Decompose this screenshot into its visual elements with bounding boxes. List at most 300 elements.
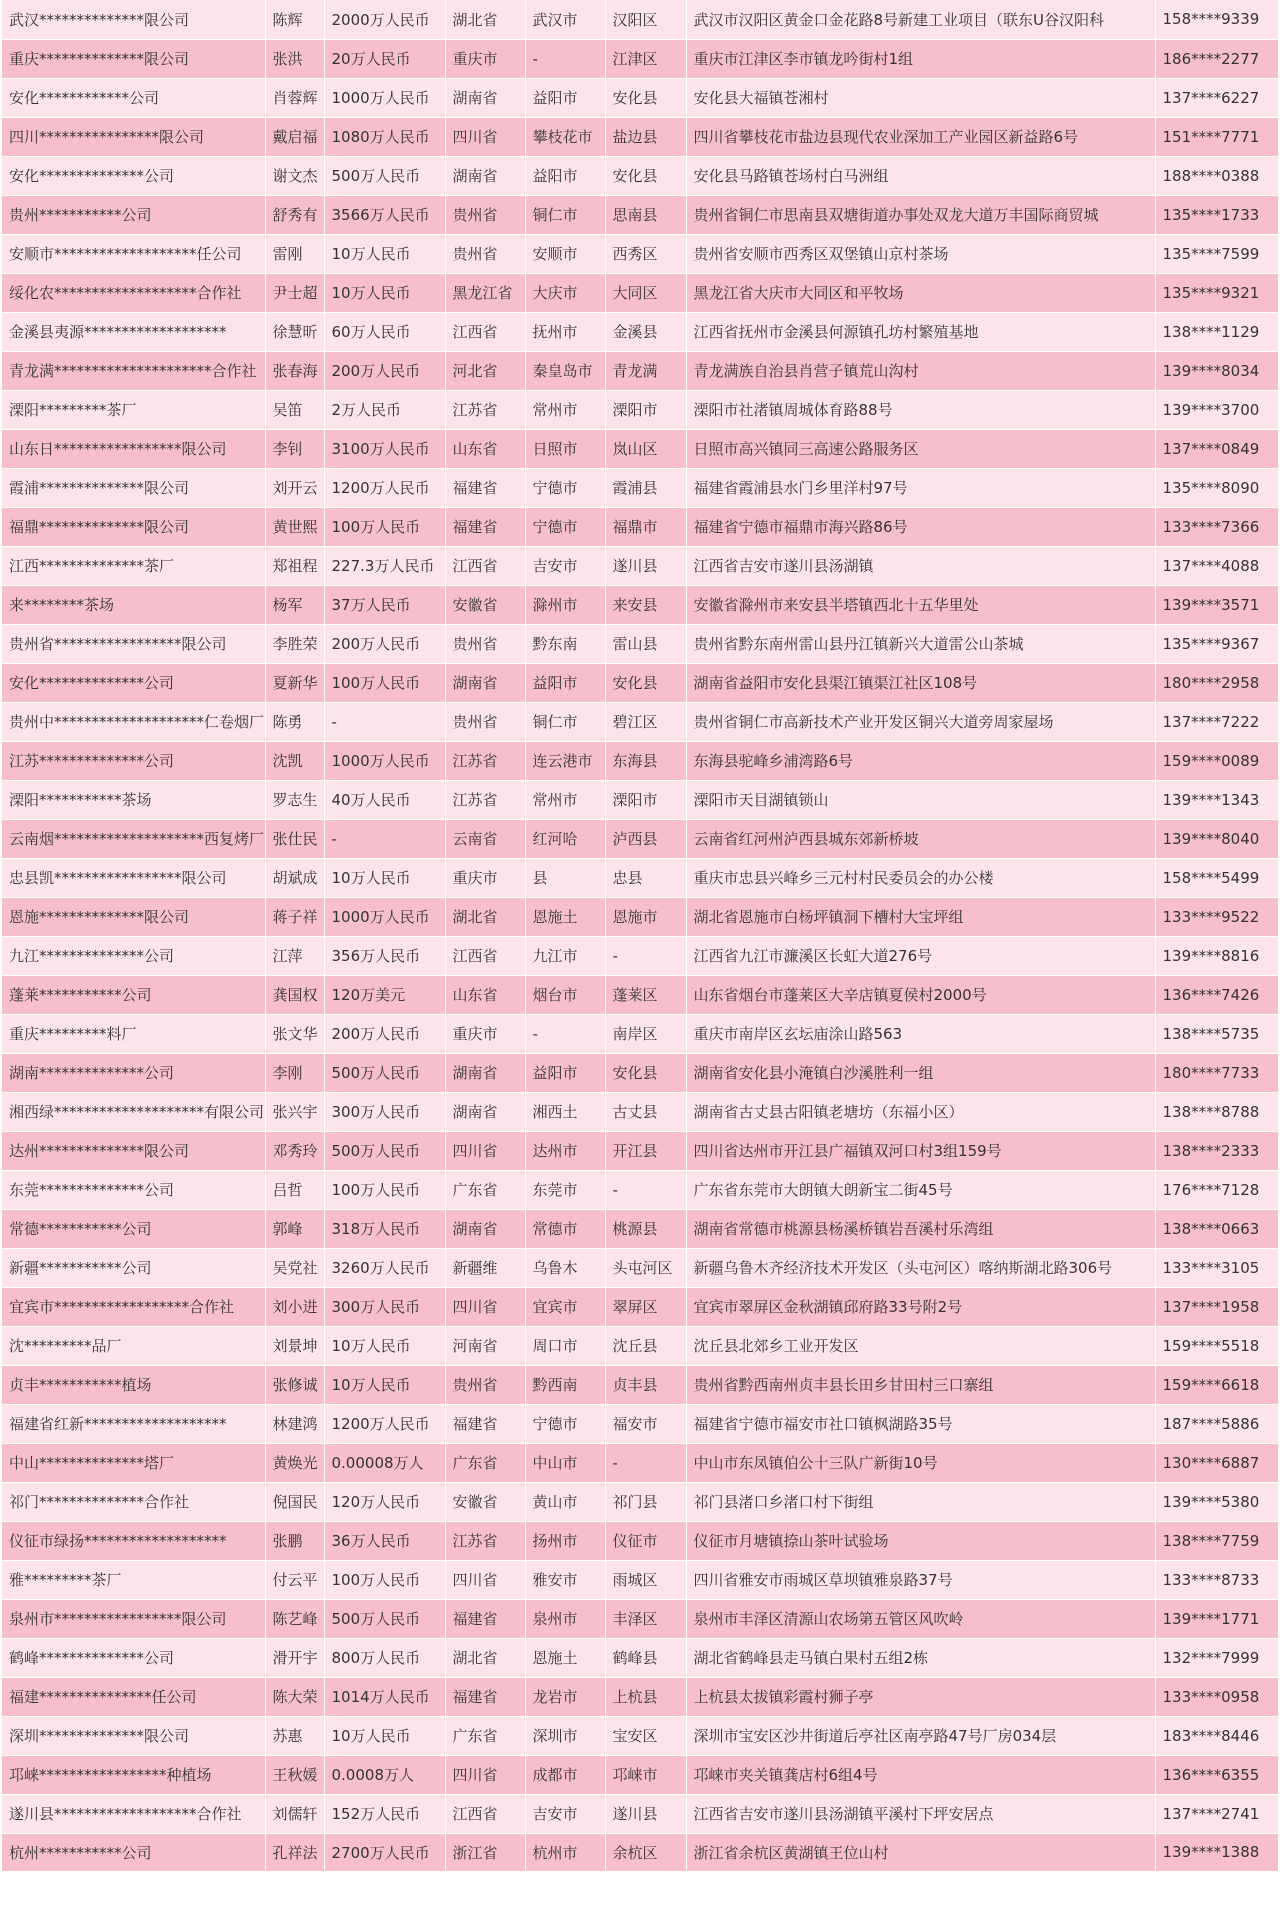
company-table xyxy=(2,0,1279,1872)
table-row xyxy=(2,1170,1278,1209)
registered-capital-cell: 40万人民币 xyxy=(324,780,445,819)
city-cell: 中山市 xyxy=(525,1443,605,1482)
district-cell: 汉阳区 xyxy=(605,0,686,39)
registered-capital-cell: 800万人民币 xyxy=(324,1638,445,1677)
company-name-cell: 重庆*********料厂 xyxy=(2,1014,265,1053)
legal-rep-cell: 黄焕光 xyxy=(265,1443,324,1482)
district-cell: 头屯河区 xyxy=(605,1248,686,1287)
registered-capital-cell: 0.0008万人 xyxy=(324,1755,445,1794)
province-cell: 湖南省 xyxy=(445,663,525,702)
address-cell: 青龙满族自治县肖营子镇荒山沟村 xyxy=(686,351,1155,390)
table-row xyxy=(2,117,1278,156)
district-cell: 安化县 xyxy=(605,156,686,195)
address-cell: 贵州省安顺市西秀区双堡镇山京村茶场 xyxy=(686,234,1155,273)
province-cell: 云南省 xyxy=(445,819,525,858)
address-cell: 福建省宁德市福鼎市海兴路86号 xyxy=(686,507,1155,546)
registered-capital-cell: 60万人民币 xyxy=(324,312,445,351)
address-cell: 重庆市南岸区玄坛庙涂山路563 xyxy=(686,1014,1155,1053)
legal-rep-cell: 张兴宇 xyxy=(265,1092,324,1131)
company-name-cell: 贵州***********公司 xyxy=(2,195,265,234)
phone-cell: 138****8788 xyxy=(1155,1092,1278,1131)
registered-capital-cell: 500万人民币 xyxy=(324,156,445,195)
registered-capital-cell: 36万人民币 xyxy=(324,1521,445,1560)
phone-cell: 139****3571 xyxy=(1155,585,1278,624)
legal-rep-cell: 夏新华 xyxy=(265,663,324,702)
district-cell: 盐边县 xyxy=(605,117,686,156)
city-cell: 红河哈 xyxy=(525,819,605,858)
legal-rep-cell: 沈凯 xyxy=(265,741,324,780)
province-cell: 山东省 xyxy=(445,429,525,468)
legal-rep-cell: 肖蓉辉 xyxy=(265,78,324,117)
district-cell: 来安县 xyxy=(605,585,686,624)
company-name-cell: 来********茶场 xyxy=(2,585,265,624)
city-cell: 雅安市 xyxy=(525,1560,605,1599)
table-row xyxy=(2,507,1278,546)
table-row xyxy=(2,663,1278,702)
city-cell: 益阳市 xyxy=(525,1053,605,1092)
address-cell: 湖北省恩施市白杨坪镇洞下槽村大宝坪组 xyxy=(686,897,1155,936)
company-name-cell: 达州**************限公司 xyxy=(2,1131,265,1170)
district-cell: 溧阳市 xyxy=(605,390,686,429)
registered-capital-cell: 500万人民币 xyxy=(324,1053,445,1092)
registered-capital-cell: 200万人民币 xyxy=(324,624,445,663)
address-cell: 江西省吉安市遂川县汤湖镇 xyxy=(686,546,1155,585)
company-name-cell: 祁门**************合作社 xyxy=(2,1482,265,1521)
company-name-cell: 溧阳*********茶厂 xyxy=(2,390,265,429)
district-cell: 福安市 xyxy=(605,1404,686,1443)
city-cell: 周口市 xyxy=(525,1326,605,1365)
city-cell: 烟台市 xyxy=(525,975,605,1014)
city-cell: - xyxy=(525,39,605,78)
district-cell: 安化县 xyxy=(605,78,686,117)
registered-capital-cell: 200万人民币 xyxy=(324,1014,445,1053)
registered-capital-cell: 500万人民币 xyxy=(324,1599,445,1638)
registered-capital-cell: 300万人民币 xyxy=(324,1092,445,1131)
table-row xyxy=(2,1677,1278,1716)
legal-rep-cell: 罗志生 xyxy=(265,780,324,819)
city-cell: 大庆市 xyxy=(525,273,605,312)
legal-rep-cell: 徐慧昕 xyxy=(265,312,324,351)
address-cell: 重庆市忠县兴峰乡三元村村民委员会的办公楼 xyxy=(686,858,1155,897)
phone-cell: 132****7999 xyxy=(1155,1638,1278,1677)
city-cell: 九江市 xyxy=(525,936,605,975)
phone-cell: 183****8446 xyxy=(1155,1716,1278,1755)
district-cell: 宝安区 xyxy=(605,1716,686,1755)
province-cell: 四川省 xyxy=(445,1560,525,1599)
table-row xyxy=(2,1638,1278,1677)
company-name-cell: 山东日*****************限公司 xyxy=(2,429,265,468)
province-cell: 安徽省 xyxy=(445,585,525,624)
province-cell: 贵州省 xyxy=(445,702,525,741)
registered-capital-cell: 100万人民币 xyxy=(324,1170,445,1209)
table-row xyxy=(2,546,1278,585)
district-cell: 霞浦县 xyxy=(605,468,686,507)
registered-capital-cell: 1200万人民币 xyxy=(324,1404,445,1443)
district-cell: - xyxy=(605,1170,686,1209)
phone-cell: 137****6227 xyxy=(1155,78,1278,117)
company-name-cell: 四川****************限公司 xyxy=(2,117,265,156)
phone-cell: 186****2277 xyxy=(1155,39,1278,78)
table-row xyxy=(2,1716,1278,1755)
company-name-cell: 江苏**************公司 xyxy=(2,741,265,780)
registered-capital-cell: 2000万人民币 xyxy=(324,0,445,39)
phone-cell: 159****0089 xyxy=(1155,741,1278,780)
city-cell: 常德市 xyxy=(525,1209,605,1248)
province-cell: 安徽省 xyxy=(445,1482,525,1521)
registered-capital-cell: 318万人民币 xyxy=(324,1209,445,1248)
province-cell: 湖南省 xyxy=(445,78,525,117)
province-cell: 福建省 xyxy=(445,507,525,546)
district-cell: - xyxy=(605,1443,686,1482)
legal-rep-cell: 刘小进 xyxy=(265,1287,324,1326)
registered-capital-cell: 1000万人民币 xyxy=(324,741,445,780)
phone-cell: 139****3700 xyxy=(1155,390,1278,429)
province-cell: 湖北省 xyxy=(445,1638,525,1677)
table-row xyxy=(2,702,1278,741)
company-name-cell: 杭州***********公司 xyxy=(2,1833,265,1871)
registered-capital-cell: 1000万人民币 xyxy=(324,78,445,117)
table-row xyxy=(2,1443,1278,1482)
address-cell: 武汉市汉阳区黄金口金花路8号新建工业项目（联东U谷汉阳科 xyxy=(686,0,1155,39)
city-cell: 龙岩市 xyxy=(525,1677,605,1716)
district-cell: 泸西县 xyxy=(605,819,686,858)
table-row xyxy=(2,780,1278,819)
city-cell: 东莞市 xyxy=(525,1170,605,1209)
address-cell: 浙江省余杭区黄湖镇王位山村 xyxy=(686,1833,1155,1871)
address-cell: 江西省吉安市遂川县汤湖镇平溪村下坪安居点 xyxy=(686,1794,1155,1833)
phone-cell: 139****1388 xyxy=(1155,1833,1278,1871)
registered-capital-cell: 227.3万人民币 xyxy=(324,546,445,585)
table-row xyxy=(2,78,1278,117)
legal-rep-cell: 倪国民 xyxy=(265,1482,324,1521)
table-row xyxy=(2,1404,1278,1443)
company-name-cell: 霞浦**************限公司 xyxy=(2,468,265,507)
district-cell: 邛崃市 xyxy=(605,1755,686,1794)
table-row xyxy=(2,1755,1278,1794)
phone-cell: 133****8733 xyxy=(1155,1560,1278,1599)
phone-cell: 180****2958 xyxy=(1155,663,1278,702)
table-row xyxy=(2,1014,1278,1053)
phone-cell: 139****8816 xyxy=(1155,936,1278,975)
address-cell: 新疆乌鲁木齐经济技术开发区（头屯河区）喀纳斯湖北路306号 xyxy=(686,1248,1155,1287)
legal-rep-cell: 戴启福 xyxy=(265,117,324,156)
province-cell: 福建省 xyxy=(445,468,525,507)
phone-cell: 138****7759 xyxy=(1155,1521,1278,1560)
company-name-cell: 雅*********茶厂 xyxy=(2,1560,265,1599)
district-cell: 思南县 xyxy=(605,195,686,234)
legal-rep-cell: 江萍 xyxy=(265,936,324,975)
district-cell: 雨城区 xyxy=(605,1560,686,1599)
province-cell: 重庆市 xyxy=(445,39,525,78)
registered-capital-cell: 3566万人民币 xyxy=(324,195,445,234)
phone-cell: 133****9522 xyxy=(1155,897,1278,936)
province-cell: 重庆市 xyxy=(445,1014,525,1053)
province-cell: 湖南省 xyxy=(445,1053,525,1092)
registered-capital-cell: 10万人民币 xyxy=(324,273,445,312)
province-cell: 江苏省 xyxy=(445,1521,525,1560)
company-name-cell: 福建省红新******************* xyxy=(2,1404,265,1443)
district-cell: 大同区 xyxy=(605,273,686,312)
phone-cell: 138****0663 xyxy=(1155,1209,1278,1248)
district-cell: 金溪县 xyxy=(605,312,686,351)
company-name-cell: 沈*********品厂 xyxy=(2,1326,265,1365)
address-cell: 安化县马路镇苍场村白马洲组 xyxy=(686,156,1155,195)
registered-capital-cell: 1014万人民币 xyxy=(324,1677,445,1716)
phone-cell: 130****6887 xyxy=(1155,1443,1278,1482)
table-row xyxy=(2,1131,1278,1170)
table-row xyxy=(2,1560,1278,1599)
table-row xyxy=(2,312,1278,351)
table-row xyxy=(2,39,1278,78)
district-cell: - xyxy=(605,936,686,975)
legal-rep-cell: 刘开云 xyxy=(265,468,324,507)
province-cell: 山东省 xyxy=(445,975,525,1014)
phone-cell: 159****5518 xyxy=(1155,1326,1278,1365)
company-name-cell: 鹤峰**************公司 xyxy=(2,1638,265,1677)
company-name-cell: 泉州市*****************限公司 xyxy=(2,1599,265,1638)
province-cell: 贵州省 xyxy=(445,1365,525,1404)
registered-capital-cell: 1200万人民币 xyxy=(324,468,445,507)
table-row xyxy=(2,273,1278,312)
phone-cell: 139****8040 xyxy=(1155,819,1278,858)
province-cell: 四川省 xyxy=(445,1287,525,1326)
company-name-cell: 湘西绿********************有限公司 xyxy=(2,1092,265,1131)
table-row xyxy=(2,1833,1278,1871)
address-cell: 贵州省铜仁市思南县双塘街道办事处双龙大道万丰国际商贸城 xyxy=(686,195,1155,234)
province-cell: 广东省 xyxy=(445,1716,525,1755)
province-cell: 福建省 xyxy=(445,1677,525,1716)
city-cell: 黄山市 xyxy=(525,1482,605,1521)
address-cell: 四川省达州市开江县广福镇双河口村3组159号 xyxy=(686,1131,1155,1170)
address-cell: 贵州省黔西南州贞丰县长田乡甘田村三口寨组 xyxy=(686,1365,1155,1404)
phone-cell: 137****0849 xyxy=(1155,429,1278,468)
table-row xyxy=(2,624,1278,663)
district-cell: 沈丘县 xyxy=(605,1326,686,1365)
address-cell: 黑龙江省大庆市大同区和平牧场 xyxy=(686,273,1155,312)
district-cell: 遂川县 xyxy=(605,1794,686,1833)
legal-rep-cell: 郑祖程 xyxy=(265,546,324,585)
legal-rep-cell: 谢文杰 xyxy=(265,156,324,195)
company-name-cell: 绥化农*******************合作社 xyxy=(2,273,265,312)
city-cell: 安顺市 xyxy=(525,234,605,273)
address-cell: 上杭县太拔镇彩霞村狮子亭 xyxy=(686,1677,1155,1716)
legal-rep-cell: 吕哲 xyxy=(265,1170,324,1209)
district-cell: 仪征市 xyxy=(605,1521,686,1560)
address-cell: 日照市高兴镇同三高速公路服务区 xyxy=(686,429,1155,468)
district-cell: 翠屏区 xyxy=(605,1287,686,1326)
city-cell: 泉州市 xyxy=(525,1599,605,1638)
address-cell: 福建省霞浦县水门乡里洋村97号 xyxy=(686,468,1155,507)
district-cell: 丰泽区 xyxy=(605,1599,686,1638)
city-cell: 宁德市 xyxy=(525,507,605,546)
city-cell: 乌鲁木 xyxy=(525,1248,605,1287)
legal-rep-cell: 张仕民 xyxy=(265,819,324,858)
city-cell: 益阳市 xyxy=(525,156,605,195)
table-row xyxy=(2,429,1278,468)
district-cell: 忠县 xyxy=(605,858,686,897)
province-cell: 黑龙江省 xyxy=(445,273,525,312)
city-cell: 宁德市 xyxy=(525,468,605,507)
registered-capital-cell: 10万人民币 xyxy=(324,1326,445,1365)
table-row xyxy=(2,858,1278,897)
address-cell: 贵州省铜仁市高新技术产业开发区铜兴大道旁周家屋场 xyxy=(686,702,1155,741)
address-cell: 中山市东凤镇伯公十三队广新街10号 xyxy=(686,1443,1155,1482)
registered-capital-cell: - xyxy=(324,819,445,858)
legal-rep-cell: 李胜荣 xyxy=(265,624,324,663)
city-cell: 湘西土 xyxy=(525,1092,605,1131)
legal-rep-cell: 张春海 xyxy=(265,351,324,390)
table-row xyxy=(2,0,1278,39)
province-cell: 湖南省 xyxy=(445,156,525,195)
registered-capital-cell: 200万人民币 xyxy=(324,351,445,390)
company-name-cell: 东莞**************公司 xyxy=(2,1170,265,1209)
city-cell: 日照市 xyxy=(525,429,605,468)
legal-rep-cell: 刘景坤 xyxy=(265,1326,324,1365)
company-name-cell: 福建***************任公司 xyxy=(2,1677,265,1716)
legal-rep-cell: 胡斌成 xyxy=(265,858,324,897)
registered-capital-cell: 1000万人民币 xyxy=(324,897,445,936)
province-cell: 广东省 xyxy=(445,1443,525,1482)
company-name-cell: 蓬莱***********公司 xyxy=(2,975,265,1014)
district-cell: 安化县 xyxy=(605,663,686,702)
address-cell: 四川省雅安市雨城区草坝镇雅泉路37号 xyxy=(686,1560,1155,1599)
address-cell: 邛崃市夹关镇龚店村6组4号 xyxy=(686,1755,1155,1794)
legal-rep-cell: 吴党社 xyxy=(265,1248,324,1287)
address-cell: 山东省烟台市蓬莱区大辛店镇夏侯村2000号 xyxy=(686,975,1155,1014)
phone-cell: 187****5886 xyxy=(1155,1404,1278,1443)
province-cell: 江苏省 xyxy=(445,390,525,429)
legal-rep-cell: 龚国权 xyxy=(265,975,324,1014)
company-name-cell: 溧阳***********茶场 xyxy=(2,780,265,819)
phone-cell: 135****9321 xyxy=(1155,273,1278,312)
legal-rep-cell: 陈艺峰 xyxy=(265,1599,324,1638)
legal-rep-cell: 陈大荣 xyxy=(265,1677,324,1716)
table-row xyxy=(2,819,1278,858)
table-row xyxy=(2,351,1278,390)
province-cell: 江西省 xyxy=(445,1794,525,1833)
province-cell: 四川省 xyxy=(445,1755,525,1794)
legal-rep-cell: 林建鸿 xyxy=(265,1404,324,1443)
phone-cell: 151****7771 xyxy=(1155,117,1278,156)
city-cell: 成都市 xyxy=(525,1755,605,1794)
company-name-cell: 安化**************公司 xyxy=(2,156,265,195)
city-cell: 常州市 xyxy=(525,780,605,819)
phone-cell: 137****1958 xyxy=(1155,1287,1278,1326)
city-cell: 吉安市 xyxy=(525,546,605,585)
legal-rep-cell: 吴笛 xyxy=(265,390,324,429)
company-name-cell: 九江**************公司 xyxy=(2,936,265,975)
district-cell: 碧江区 xyxy=(605,702,686,741)
phone-cell: 158****5499 xyxy=(1155,858,1278,897)
city-cell: 滁州市 xyxy=(525,585,605,624)
phone-cell: 133****0958 xyxy=(1155,1677,1278,1716)
address-cell: 重庆市江津区李市镇龙吟街村1组 xyxy=(686,39,1155,78)
phone-cell: 136****6355 xyxy=(1155,1755,1278,1794)
company-name-cell: 仪征市绿扬******************* xyxy=(2,1521,265,1560)
district-cell: 岚山区 xyxy=(605,429,686,468)
address-cell: 安化县大福镇苍湘村 xyxy=(686,78,1155,117)
registered-capital-cell: 10万人民币 xyxy=(324,858,445,897)
city-cell: 益阳市 xyxy=(525,663,605,702)
table-row xyxy=(2,156,1278,195)
registered-capital-cell: 100万人民币 xyxy=(324,507,445,546)
registered-capital-cell: - xyxy=(324,702,445,741)
city-cell: 达州市 xyxy=(525,1131,605,1170)
registered-capital-cell: 3100万人民币 xyxy=(324,429,445,468)
district-cell: 福鼎市 xyxy=(605,507,686,546)
legal-rep-cell: 陈辉 xyxy=(265,0,324,39)
address-cell: 湖南省安化县小淹镇白沙溪胜利一组 xyxy=(686,1053,1155,1092)
district-cell: 西秀区 xyxy=(605,234,686,273)
legal-rep-cell: 李刚 xyxy=(265,1053,324,1092)
address-cell: 泉州市丰泽区清源山农场第五管区风吹岭 xyxy=(686,1599,1155,1638)
table-body xyxy=(2,0,1278,1871)
phone-cell: 139****1343 xyxy=(1155,780,1278,819)
city-cell: - xyxy=(525,1014,605,1053)
table-row xyxy=(2,1521,1278,1560)
province-cell: 湖北省 xyxy=(445,0,525,39)
city-cell: 黔西南 xyxy=(525,1365,605,1404)
phone-cell: 159****6618 xyxy=(1155,1365,1278,1404)
district-cell: 余杭区 xyxy=(605,1833,686,1871)
district-cell: 古丈县 xyxy=(605,1092,686,1131)
table-row xyxy=(2,1326,1278,1365)
table-row xyxy=(2,1482,1278,1521)
legal-rep-cell: 李钊 xyxy=(265,429,324,468)
province-cell: 重庆市 xyxy=(445,858,525,897)
address-cell: 云南省红河州泸西县城东郊新桥坡 xyxy=(686,819,1155,858)
city-cell: 宜宾市 xyxy=(525,1287,605,1326)
company-name-cell: 云南烟********************西复烤厂 xyxy=(2,819,265,858)
city-cell: 铜仁市 xyxy=(525,702,605,741)
company-name-cell: 邛崃*****************种植场 xyxy=(2,1755,265,1794)
table-row xyxy=(2,1287,1278,1326)
table-row xyxy=(2,234,1278,273)
legal-rep-cell: 雷刚 xyxy=(265,234,324,273)
phone-cell: 135****1733 xyxy=(1155,195,1278,234)
registered-capital-cell: 356万人民币 xyxy=(324,936,445,975)
company-name-cell: 新疆***********公司 xyxy=(2,1248,265,1287)
table-row xyxy=(2,195,1278,234)
phone-cell: 176****7128 xyxy=(1155,1170,1278,1209)
phone-cell: 137****4088 xyxy=(1155,546,1278,585)
phone-cell: 137****2741 xyxy=(1155,1794,1278,1833)
address-cell: 四川省攀枝花市盐边县现代农业深加工产业园区新益路6号 xyxy=(686,117,1155,156)
address-cell: 贵州省黔东南州雷山县丹江镇新兴大道雷公山茶城 xyxy=(686,624,1155,663)
table-row xyxy=(2,1209,1278,1248)
city-cell: 扬州市 xyxy=(525,1521,605,1560)
province-cell: 四川省 xyxy=(445,117,525,156)
address-cell: 湖南省益阳市安化县渠江镇渠江社区108号 xyxy=(686,663,1155,702)
registered-capital-cell: 37万人民币 xyxy=(324,585,445,624)
address-cell: 仪征市月塘镇捺山茶叶试验场 xyxy=(686,1521,1155,1560)
city-cell: 益阳市 xyxy=(525,78,605,117)
legal-rep-cell: 陈勇 xyxy=(265,702,324,741)
phone-cell: 138****1129 xyxy=(1155,312,1278,351)
registered-capital-cell: 2万人民币 xyxy=(324,390,445,429)
phone-cell: 139****8034 xyxy=(1155,351,1278,390)
registered-capital-cell: 120万人民币 xyxy=(324,1482,445,1521)
legal-rep-cell: 张鹏 xyxy=(265,1521,324,1560)
legal-rep-cell: 王秋媛 xyxy=(265,1755,324,1794)
district-cell: 青龙满 xyxy=(605,351,686,390)
province-cell: 四川省 xyxy=(445,1131,525,1170)
address-cell: 东海县驼峰乡浦湾路6号 xyxy=(686,741,1155,780)
city-cell: 吉安市 xyxy=(525,1794,605,1833)
city-cell: 恩施土 xyxy=(525,1638,605,1677)
legal-rep-cell: 尹士超 xyxy=(265,273,324,312)
district-cell: 安化县 xyxy=(605,1053,686,1092)
